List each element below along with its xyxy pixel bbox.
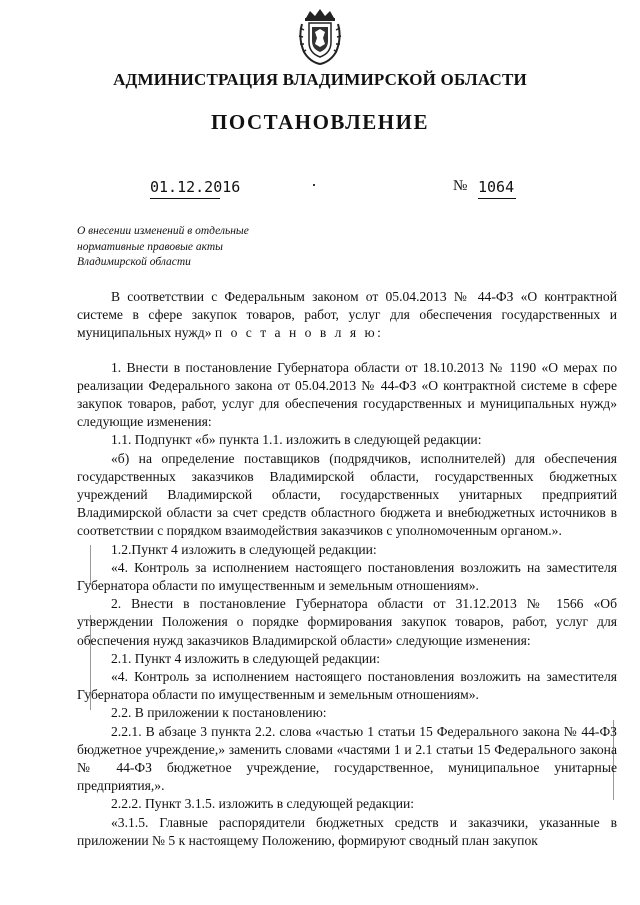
coat-of-arms-icon xyxy=(296,8,344,66)
document-subject xyxy=(77,224,317,271)
paragraph-1-1-text: «б) на определение поставщиков (подрядчиков, исполнителей) для обеспечения государственных заказчиков Владимирской области, государственных бюджетных учреждений Владимирской области, государственных унитарных предприятий Владимирской области за счет средств областного бюджета и внебюджетных источников в соответствии с порядком взаимодействия заказчиков с уполномоченным органом.». xyxy=(77,450,617,539)
document-body xyxy=(77,288,617,850)
paragraph-2-2-1: 2.2.1. В абзаце 3 пункта 2.2. слова «частью 1 статьи 15 Федерального закона № 44-ФЗ бюджетное учреждение,» заменить словами «частями 1 и 2.1 статьи 15 Федерального закона № 44-ФЗ бюджетное учреждение, государственное, муниципальное унитарные предприятия,». xyxy=(77,723,617,794)
preamble-paragraph xyxy=(77,288,617,343)
organization-title: АДМИНИСТРАЦИЯ ВЛАДИМИРСКОЙ ОБЛАСТИ xyxy=(113,70,527,89)
number-label: № xyxy=(453,178,468,194)
paragraph-2-1: 2.1. Пункт 4 изложить в следующей редакции: xyxy=(111,650,381,666)
preamble-text: В соответствии с Федеральным законом от 05.04.2013 № 44-ФЗ «О контрактной системе в сфере закупок товаров, работ, услуг для обеспечения государственных и муниципальных нужд» xyxy=(77,289,617,341)
document-number: 1064 xyxy=(478,178,516,199)
paragraph-1-1: 1.1. Подпункт «б» пункта 1.1. изложить в следующей редакции: xyxy=(111,432,482,448)
stray-dot xyxy=(313,184,315,186)
paragraph-1-2: 1.2.Пункт 4 изложить в следующей редакции: xyxy=(111,541,377,557)
paragraph-1-2-text: «4. Контроль за исполнением настоящего постановления возложить на заместителя Губернатора области по имущественным и земельным отношениям». xyxy=(77,559,617,594)
paragraph-2: 2. Внести в постановление Губернатора области от 31.12.2013 № 1566 «Об утверждении Положения о порядке формирования закупок товаров, работ, услуг для обеспечения нужд заказчиков Владимирской области» следующие изменения: xyxy=(77,596,617,648)
decree-word: п о с т а н о в л я ю: xyxy=(214,325,384,341)
paragraph-2-2-2-text: «3.1.5. Главные распорядители бюджетных средств и заказчики, указанные в приложении № 5 к настоящему Положению, формируют сводный план закупок xyxy=(77,814,617,848)
paragraph-2-2-2: 2.2.2. Пункт 3.1.5. изложить в следующей редакции: xyxy=(111,796,415,812)
document-type: ПОСТАНОВЛЕНИЕ xyxy=(211,110,429,134)
subject-line: Владимирской области xyxy=(77,256,191,268)
document-date: 01.12.2016 xyxy=(150,178,220,199)
paragraph-1: 1. Внести в постановление Губернатора области от 18.10.2013 № 1190 «О мерах по реализации Федерального закона от 05.04.2013 № 44-ФЗ «О контрактной системе в сфере закупок товаров, работ, услуг для обеспечения государственных и муниципальных нужд» следующие изменения: xyxy=(77,359,617,430)
paragraph-2-1-text: «4. Контроль за исполнением настоящего постановления возложить на заместителя Губернатора области по имущественным и земельным отношениям». xyxy=(77,669,617,703)
paragraph-2-2: 2.2. В приложении к постановлению: xyxy=(111,705,327,721)
subject-line: нормативные правовые акты xyxy=(77,240,223,253)
subject-line: О внесении изменений в отдельные xyxy=(77,225,249,237)
